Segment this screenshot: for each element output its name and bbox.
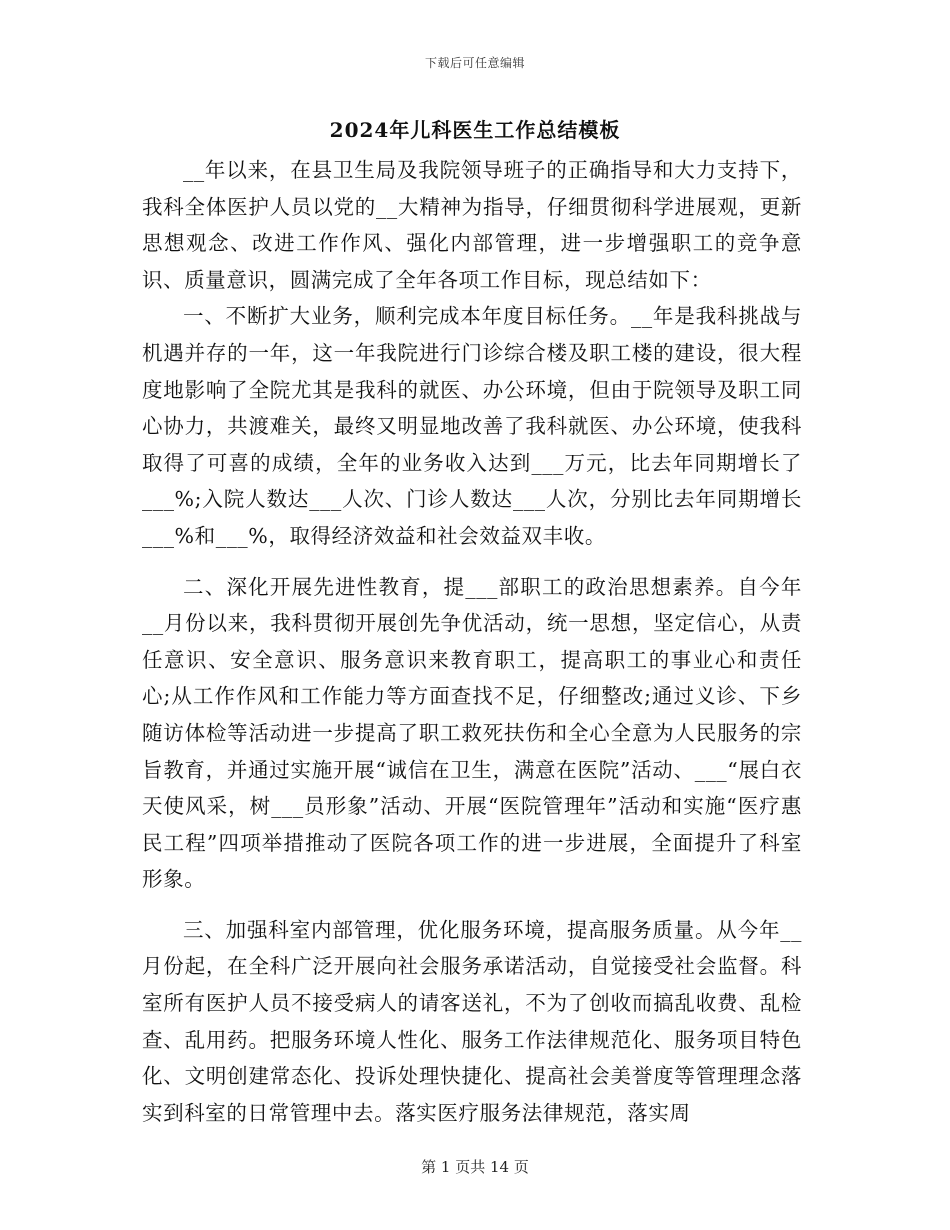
header-note: 下载后可任意编辑 bbox=[424, 56, 525, 70]
paragraph-section-2: 二、深化开展先进性教育，提___部职工的政治思想素养。自今年__月份以来，我科贯彻开展创先争优活动，统一思想，坚定信心，从责任意识、安全意识、服务意识来教育职工，提高职工的事业心和责任心;从工作作风和工作能力等方面查找不足，仔细整改;通过义诊、下乡随访体检等活动进一步提高了职工救死扶伤和全心全意为人民服务的宗旨教育，并通过实施开展“诚信在卫生，满意在医院”活动、___“展白衣天使风采，树___员形象”活动、开展“医院管理年”活动和实施“医疗惠民工程”四项举措推动了医院各项工作的进一步进展，全面提升了科室形象。 bbox=[142, 574, 802, 892]
paragraph-section-1: 一、不断扩大业务，顺利完成本年度目标任务。__年是我科挑战与机遇并存的一年，这一年我院进行门诊综合楼及职工楼的建设，很大程度地影响了全院尤其是我科的就医、办公环境，但由于院领导及职工同心协力，共渡难关，最终又明显地改善了我科就医、办公环境，使我科取得了可喜的成绩，全年的业务收入达到___万元，比去年同期增长了___%;入院人数达___人次、门诊人数达___人次，分别比去年同期增长___%和___%，取得经济效益和社会效益双丰收。 bbox=[142, 304, 802, 548]
document-body bbox=[142, 152, 802, 1131]
page-number: 第 1 页共 14 页 bbox=[421, 1158, 529, 1176]
document-title: 2024年儿科医生工作总结模板 bbox=[329, 118, 621, 142]
paragraph-intro: __年以来，在县卫生局及我院领导班子的正确指导和大力支持下，我科全体医护人员以党的__大精神为指导，仔细贯彻科学进展观，更新思想观念、改进工作作风、强化内部管理，进一步增强职工的竞争意识、质量意识，圆满完成了全年各项工作目标，现总结如下： bbox=[142, 158, 802, 292]
paragraph-section-3: 三、加强科室内部管理，优化服务环境，提高服务质量。从今年__月份起，在全科广泛开展向社会服务承诺活动，自觉接受社会监督。科室所有医护人员不接受病人的请客送礼，不为了创收而搞乱收费、乱检查、乱用药。把服务环境人性化、服务工作法律规范化、服务项目特色化、文明创建常态化、投诉处理快捷化、提高社会美誉度等管理理念落实到科室的日常管理中去。落实医疗服务法律规范，落实周 bbox=[142, 917, 802, 1125]
